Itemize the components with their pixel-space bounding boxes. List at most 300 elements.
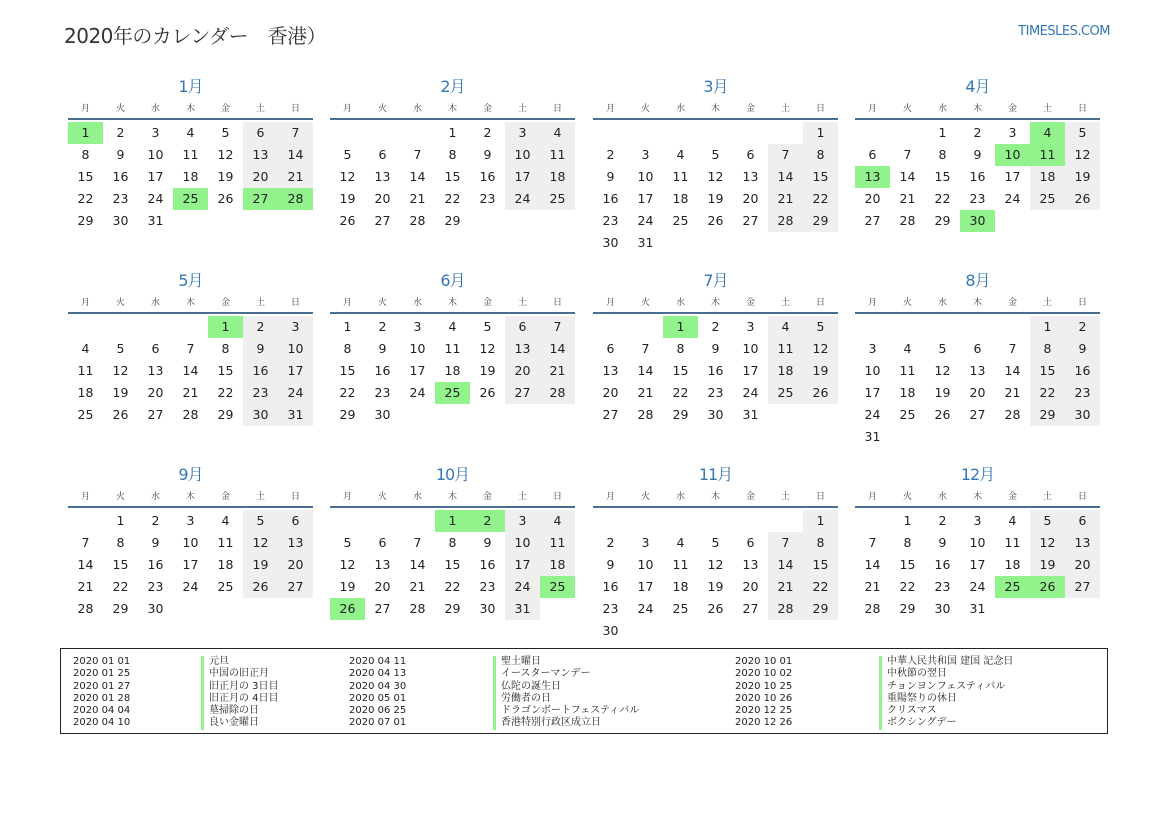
day-cell: 20 <box>243 166 278 188</box>
day-cell: 15 <box>934 169 951 184</box>
day-cell: 16 <box>243 360 278 382</box>
day-cell: 15 <box>803 166 838 188</box>
day-cell: 16 <box>1065 360 1100 382</box>
weekday-label: 水 <box>675 298 685 308</box>
month-name: 10月 <box>435 465 470 484</box>
day-cell: 10 <box>637 557 654 572</box>
day-cell: 3 <box>868 341 877 356</box>
day-cell: 8 <box>676 341 685 356</box>
day-cell: 24 <box>505 188 540 210</box>
day-cell: 21 <box>1004 385 1021 400</box>
holiday-name: クリスマス <box>879 705 1013 717</box>
day-cell: 27 <box>1065 576 1100 598</box>
day-cell: 6 <box>278 510 313 532</box>
day-cell: 21 <box>864 579 881 594</box>
day-cell: 23 <box>934 579 951 594</box>
day-cell: 2 <box>116 125 125 140</box>
day-cell: 13 <box>147 363 164 378</box>
day-cell: 30 <box>1065 404 1100 426</box>
day-cell: 10 <box>969 535 986 550</box>
month-block <box>330 460 575 620</box>
holiday-day-cell: 30 <box>960 210 995 232</box>
month-name: 2月 <box>440 77 465 96</box>
day-cell: 28 <box>768 210 803 232</box>
day-cell: 5 <box>1030 510 1065 532</box>
weekday-label: 金 <box>482 298 492 308</box>
weekday-label: 土 <box>255 104 265 114</box>
weekday-label: 日 <box>1077 298 1087 308</box>
day-cell: 24 <box>969 579 986 594</box>
holiday-date: 2020 12 25 <box>735 705 793 717</box>
day-cell: 12 <box>112 363 129 378</box>
month-block <box>330 72 575 232</box>
day-cell: 31 <box>637 235 654 250</box>
weekday-label: 日 <box>290 104 300 114</box>
holiday-day-cell: 1 <box>68 122 103 144</box>
day-cell: 28 <box>637 407 654 422</box>
site-name[interactable]: TIMESLES.COM <box>1018 24 1110 39</box>
weekday-header <box>593 490 838 504</box>
day-cell: 5 <box>116 341 125 356</box>
day-cell: 30 <box>602 235 619 250</box>
weekday-header <box>68 102 313 116</box>
day-cell: 8 <box>448 535 457 550</box>
weekday-label: 日 <box>552 298 562 308</box>
day-cell: 13 <box>278 532 313 554</box>
holiday-name: イースターマンデー <box>493 668 639 680</box>
day-cell: 10 <box>409 341 426 356</box>
day-cell: 14 <box>278 144 313 166</box>
day-cell: 28 <box>768 598 803 620</box>
weekday-label: 日 <box>815 298 825 308</box>
weekday-label: 月 <box>605 298 615 308</box>
month-block <box>855 72 1100 232</box>
day-cell: 8 <box>221 341 230 356</box>
day-cell: 30 <box>934 601 951 616</box>
day-cell: 12 <box>934 363 951 378</box>
empty-cell <box>768 510 803 532</box>
day-cell: 9 <box>378 341 387 356</box>
day-cell: 26 <box>243 576 278 598</box>
day-cell: 22 <box>1030 382 1065 404</box>
day-cell: 29 <box>803 210 838 232</box>
month-name: 7月 <box>703 271 728 290</box>
holiday-list <box>60 648 1108 734</box>
day-cell: 13 <box>1065 532 1100 554</box>
weekday-label: 水 <box>937 104 947 114</box>
day-grid <box>593 122 838 254</box>
weekday-label: 水 <box>412 104 422 114</box>
day-cell: 24 <box>505 576 540 598</box>
weekday-label: 金 <box>482 492 492 502</box>
day-cell: 18 <box>217 557 234 572</box>
day-cell: 30 <box>112 213 129 228</box>
weekday-header <box>330 102 575 116</box>
day-cell: 31 <box>969 601 986 616</box>
weekday-header <box>330 490 575 504</box>
holiday-date: 2020 10 26 <box>735 692 793 704</box>
day-cell: 12 <box>339 169 356 184</box>
day-cell: 25 <box>540 188 575 210</box>
day-cell: 6 <box>151 341 160 356</box>
day-cell: 13 <box>742 169 759 184</box>
weekday-label: 金 <box>745 492 755 502</box>
weekday-label: 火 <box>640 104 650 114</box>
holiday-date: 2020 07 01 <box>349 717 407 729</box>
day-cell: 7 <box>278 122 313 144</box>
weekday-header <box>330 296 575 310</box>
day-cell: 12 <box>803 338 838 360</box>
weekday-label: 土 <box>517 492 527 502</box>
weekday-label: 木 <box>972 298 982 308</box>
day-cell: 24 <box>864 407 881 422</box>
weekday-label: 月 <box>342 298 352 308</box>
page-title: 2020年のカレンダー 香港） <box>64 24 327 48</box>
weekday-label: 月 <box>605 104 615 114</box>
day-cell: 17 <box>278 360 313 382</box>
weekday-label: 火 <box>115 298 125 308</box>
day-cell: 3 <box>505 510 540 532</box>
weekday-label: 水 <box>937 298 947 308</box>
day-cell: 19 <box>339 579 356 594</box>
holiday-name: 重陽祭りの休日 <box>879 693 1013 705</box>
day-cell: 26 <box>707 213 724 228</box>
day-cell: 1 <box>448 125 457 140</box>
day-cell: 17 <box>637 191 654 206</box>
month-divider <box>855 506 1100 508</box>
day-cell: 20 <box>742 191 759 206</box>
weekday-label: 木 <box>972 104 982 114</box>
holiday-date: 2020 04 13 <box>349 668 407 680</box>
day-cell: 20 <box>969 385 986 400</box>
day-cell: 12 <box>339 557 356 572</box>
day-cell: 26 <box>217 191 234 206</box>
day-cell: 6 <box>378 147 387 162</box>
weekday-label: 火 <box>640 492 650 502</box>
day-cell: 16 <box>602 191 619 206</box>
day-cell: 27 <box>147 407 164 422</box>
day-cell: 5 <box>343 535 352 550</box>
weekday-label: 土 <box>780 298 790 308</box>
holiday-date: 2020 01 25 <box>73 668 131 680</box>
day-cell: 26 <box>339 213 356 228</box>
empty-cell <box>960 316 995 338</box>
day-cell: 16 <box>934 557 951 572</box>
day-cell: 22 <box>803 188 838 210</box>
holiday-name: 労働者の日 <box>493 693 639 705</box>
holiday-name: チョンヨンフェスティバル <box>879 681 1013 693</box>
day-cell: 25 <box>768 382 803 404</box>
day-cell: 29 <box>339 407 356 422</box>
day-cell: 20 <box>864 191 881 206</box>
day-cell: 4 <box>540 122 575 144</box>
holiday-day-cell: 26 <box>330 598 365 620</box>
day-cell: 13 <box>742 557 759 572</box>
day-cell: 14 <box>182 363 199 378</box>
day-grid <box>330 316 575 426</box>
day-cell: 10 <box>637 169 654 184</box>
day-grid <box>330 510 575 620</box>
day-cell: 8 <box>803 144 838 166</box>
holiday-name: 仏陀の誕生日 <box>493 681 639 693</box>
weekday-header <box>855 102 1100 116</box>
weekday-label: 火 <box>377 492 387 502</box>
day-cell: 24 <box>278 382 313 404</box>
day-cell: 3 <box>641 535 650 550</box>
weekday-label: 木 <box>447 298 457 308</box>
day-cell: 4 <box>768 316 803 338</box>
weekday-label: 月 <box>80 104 90 114</box>
holiday-date: 2020 10 02 <box>735 668 793 680</box>
day-cell: 23 <box>112 191 129 206</box>
day-cell: 11 <box>540 532 575 554</box>
month-block <box>855 460 1100 620</box>
holiday-day-cell: 4 <box>1030 122 1065 144</box>
day-cell: 4 <box>221 513 230 528</box>
day-cell: 5 <box>221 125 230 140</box>
weekday-label: 土 <box>1042 492 1052 502</box>
empty-cell <box>628 510 663 532</box>
month-divider <box>855 118 1100 120</box>
day-cell: 25 <box>217 579 234 594</box>
day-cell: 27 <box>969 407 986 422</box>
day-cell: 22 <box>934 191 951 206</box>
day-cell: 23 <box>243 382 278 404</box>
day-cell: 21 <box>409 191 426 206</box>
empty-cell <box>733 510 768 532</box>
weekday-label: 日 <box>815 492 825 502</box>
holiday-date: 2020 04 10 <box>73 717 131 729</box>
month-block <box>593 460 838 642</box>
holiday-name: 中国の旧正月 <box>201 668 279 680</box>
month-block <box>68 460 313 620</box>
month-name: 1月 <box>178 77 203 96</box>
day-cell: 22 <box>112 579 129 594</box>
holiday-dates-column <box>73 656 130 730</box>
weekday-label: 水 <box>150 298 160 308</box>
holiday-day-cell: 27 <box>243 188 278 210</box>
day-cell: 29 <box>899 601 916 616</box>
weekday-label: 土 <box>517 104 527 114</box>
day-cell: 5 <box>343 147 352 162</box>
day-cell: 7 <box>81 535 90 550</box>
day-cell: 28 <box>77 601 94 616</box>
day-cell: 20 <box>1065 554 1100 576</box>
weekday-header <box>855 296 1100 310</box>
day-cell: 28 <box>1004 407 1021 422</box>
month-divider <box>68 312 313 314</box>
empty-cell <box>995 316 1030 338</box>
empty-cell <box>68 316 103 338</box>
day-cell: 8 <box>343 341 352 356</box>
month-divider <box>68 506 313 508</box>
month-divider <box>330 506 575 508</box>
weekday-label: 木 <box>185 492 195 502</box>
weekday-label: 金 <box>745 104 755 114</box>
day-cell: 11 <box>768 338 803 360</box>
day-cell: 14 <box>864 557 881 572</box>
day-cell: 22 <box>899 579 916 594</box>
day-cell: 19 <box>707 579 724 594</box>
day-cell: 27 <box>374 601 391 616</box>
holiday-day-cell: 10 <box>995 144 1030 166</box>
day-cell: 15 <box>1030 360 1065 382</box>
day-cell: 19 <box>934 385 951 400</box>
day-grid <box>68 510 313 620</box>
day-cell: 5 <box>243 510 278 532</box>
holiday-day-cell: 25 <box>173 188 208 210</box>
empty-cell <box>400 122 435 144</box>
day-cell: 4 <box>903 341 912 356</box>
holiday-name: 元旦 <box>201 656 279 668</box>
day-cell: 3 <box>973 513 982 528</box>
day-cell: 12 <box>707 557 724 572</box>
day-cell: 11 <box>672 169 689 184</box>
day-cell: 3 <box>1008 125 1017 140</box>
day-cell: 31 <box>147 213 164 228</box>
weekday-label: 火 <box>115 492 125 502</box>
holiday-date: 2020 01 28 <box>73 692 131 704</box>
month-name: 6月 <box>440 271 465 290</box>
day-grid <box>68 316 313 426</box>
weekday-header <box>68 490 313 504</box>
month-divider <box>855 312 1100 314</box>
day-cell: 22 <box>672 385 689 400</box>
empty-cell <box>365 122 400 144</box>
day-cell: 8 <box>448 147 457 162</box>
empty-cell <box>890 122 925 144</box>
day-cell: 20 <box>147 385 164 400</box>
day-cell: 17 <box>742 363 759 378</box>
day-cell: 8 <box>903 535 912 550</box>
day-cell: 29 <box>444 601 461 616</box>
day-cell: 6 <box>746 147 755 162</box>
day-cell: 7 <box>413 535 422 550</box>
empty-cell <box>855 510 890 532</box>
day-cell: 9 <box>711 341 720 356</box>
day-cell: 17 <box>864 385 881 400</box>
day-cell: 30 <box>147 601 164 616</box>
weekday-label: 火 <box>115 104 125 114</box>
empty-cell <box>593 510 628 532</box>
day-cell: 24 <box>182 579 199 594</box>
day-cell: 19 <box>243 554 278 576</box>
weekday-label: 月 <box>80 492 90 502</box>
day-cell: 30 <box>374 407 391 422</box>
weekday-header <box>68 296 313 310</box>
month-name: 12月 <box>960 465 995 484</box>
month-divider <box>593 312 838 314</box>
empty-cell <box>365 510 400 532</box>
day-cell: 8 <box>803 532 838 554</box>
day-cell: 21 <box>637 385 654 400</box>
day-cell: 24 <box>637 601 654 616</box>
day-cell: 3 <box>413 319 422 334</box>
weekday-label: 木 <box>185 298 195 308</box>
day-cell: 19 <box>339 191 356 206</box>
day-cell: 15 <box>77 169 94 184</box>
day-cell: 22 <box>339 385 356 400</box>
day-cell: 30 <box>243 404 278 426</box>
weekday-label: 月 <box>342 104 352 114</box>
day-cell: 23 <box>602 213 619 228</box>
day-cell: 28 <box>899 213 916 228</box>
day-cell: 28 <box>864 601 881 616</box>
day-cell: 3 <box>151 125 160 140</box>
day-cell: 19 <box>707 191 724 206</box>
day-cell: 6 <box>868 147 877 162</box>
weekday-label: 土 <box>1042 104 1052 114</box>
day-cell: 27 <box>374 213 391 228</box>
day-cell: 1 <box>1030 316 1065 338</box>
day-cell: 29 <box>77 213 94 228</box>
day-cell: 22 <box>444 191 461 206</box>
day-cell: 5 <box>803 316 838 338</box>
day-cell: 15 <box>672 363 689 378</box>
holiday-name: ドラゴンボートフェスティバル <box>493 705 639 717</box>
day-cell: 16 <box>112 169 129 184</box>
day-cell: 7 <box>641 341 650 356</box>
month-block <box>68 72 313 232</box>
holiday-date: 2020 04 04 <box>73 705 131 717</box>
month-block <box>593 266 838 426</box>
day-cell: 31 <box>278 404 313 426</box>
weekday-label: 火 <box>640 298 650 308</box>
weekday-label: 木 <box>710 492 720 502</box>
day-cell: 29 <box>934 213 951 228</box>
weekday-label: 木 <box>710 104 720 114</box>
day-cell: 26 <box>112 407 129 422</box>
day-cell: 17 <box>969 557 986 572</box>
day-cell: 17 <box>182 557 199 572</box>
day-cell: 25 <box>77 407 94 422</box>
day-cell: 7 <box>868 535 877 550</box>
day-cell: 27 <box>864 213 881 228</box>
weekday-label: 月 <box>867 104 877 114</box>
holiday-name: 香港特別行政区成立日 <box>493 717 639 729</box>
day-cell: 3 <box>641 147 650 162</box>
day-cell: 20 <box>602 385 619 400</box>
day-cell: 18 <box>444 363 461 378</box>
day-cell: 9 <box>606 169 615 184</box>
day-cell: 4 <box>1008 513 1017 528</box>
empty-cell <box>663 510 698 532</box>
empty-cell <box>330 122 365 144</box>
day-cell: 10 <box>147 147 164 162</box>
day-cell: 1 <box>116 513 125 528</box>
month-divider <box>330 118 575 120</box>
day-cell: 14 <box>637 363 654 378</box>
day-cell: 3 <box>505 122 540 144</box>
day-cell: 27 <box>742 601 759 616</box>
day-cell: 21 <box>77 579 94 594</box>
day-cell: 23 <box>969 191 986 206</box>
day-cell: 11 <box>77 363 94 378</box>
weekday-label: 土 <box>1042 298 1052 308</box>
holiday-day-cell: 13 <box>855 166 890 188</box>
holiday-day-cell: 1 <box>435 510 470 532</box>
weekday-label: 水 <box>150 104 160 114</box>
holiday-name: 聖土曜日 <box>493 656 639 668</box>
holiday-names-column <box>493 656 639 730</box>
weekday-label: 木 <box>447 492 457 502</box>
month-divider <box>330 312 575 314</box>
day-grid <box>593 510 838 642</box>
day-cell: 16 <box>147 557 164 572</box>
weekday-label: 日 <box>552 104 562 114</box>
day-cell: 21 <box>182 385 199 400</box>
day-cell: 21 <box>409 579 426 594</box>
